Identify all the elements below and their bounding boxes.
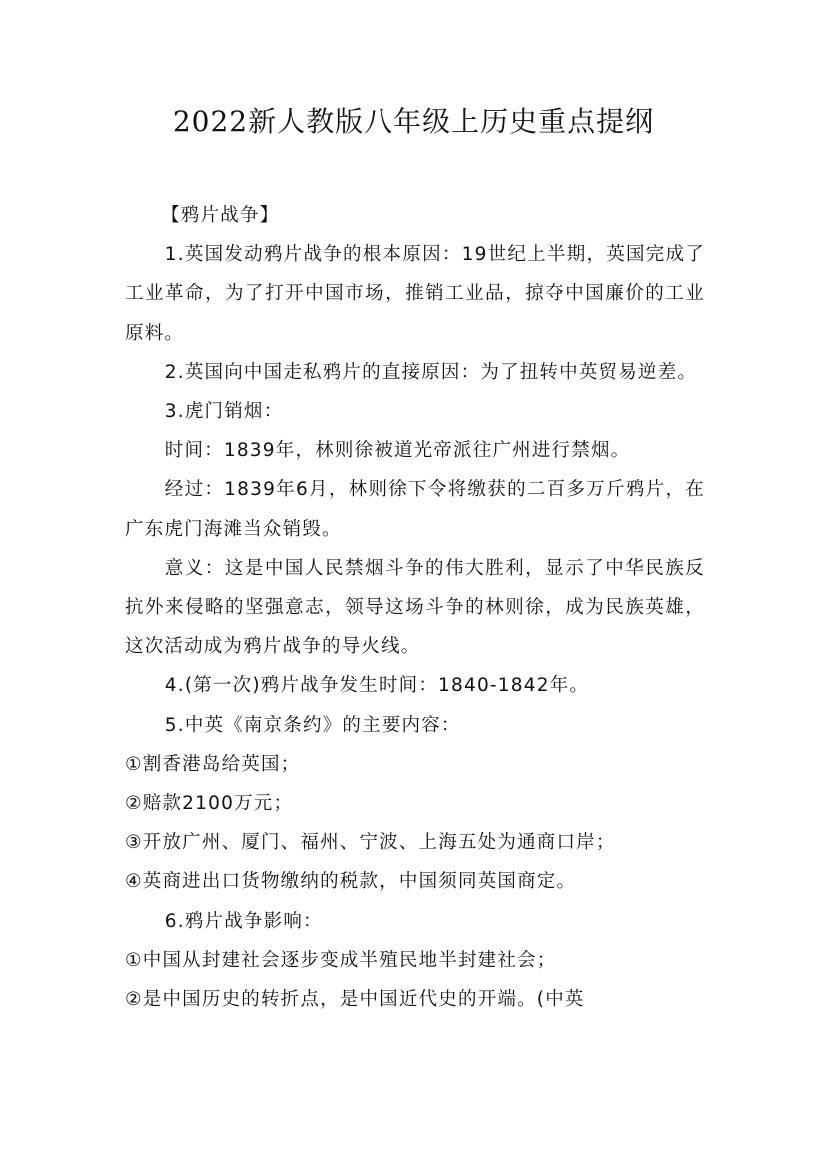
paragraph-direct-cause: 2.英国向中国走私鸦片的直接原因：为了扭转中英贸易逆差。 — [164, 361, 698, 383]
list-item: ①中国从封建社会逐步变成半殖民地半封建社会； — [125, 949, 557, 971]
paragraph-humen-time: 时间：1839年，林则徐被道光帝派往广州进行禁烟。 — [164, 440, 631, 462]
list-item: ②赔款2100万元； — [125, 793, 294, 815]
list-item: ②是中国历史的转折点，是中国近代史的开端。(中英 — [125, 989, 585, 1011]
paragraph-humen-significance: 意义：这是中国人民禁烟斗争的伟大胜利，显示了中华民族反抗外来侵略的坚强意志，领导这场斗争的林则徐，成为民族英雄，这次活动成为鸦片战争的导火线。 — [125, 557, 705, 658]
list-item: ④英商进出口货物缴纳的税款，中国须同英国商定。 — [125, 871, 577, 893]
document-title: 2022新人教版八年级上历史重点提纲 — [172, 105, 655, 138]
list-item: ③开放广州、厦门、福州、宁波、上海五处为通商口岸； — [125, 832, 616, 854]
paragraph-humen-heading: 3.虎门销烟： — [164, 401, 284, 423]
paragraph-humen-process: 经过：1839年6月，林则徐下令将缴获的二百多万斤鸦片，在广东虎门海滩当众销毁。 — [125, 479, 705, 540]
paragraph-war-time: 4.(第一次)鸦片战争发生时间：1840-1842年。 — [164, 675, 590, 697]
section-heading: 【鸦片战争】 — [161, 205, 280, 226]
list-item: ①割香港岛给英国； — [125, 753, 301, 775]
paragraph-impact-heading: 6.鸦片战争影响： — [164, 910, 323, 932]
document-body — [125, 196, 705, 1019]
paragraph-root-cause: 1.英国发动鸦片战争的根本原因：19世纪上半期，英国完成了工业革命，为了打开中国市场，推销工业品，掠夺中国廉价的工业原料。 — [125, 244, 705, 344]
paragraph-treaty-heading: 5.中英《南京条约》的主要内容： — [164, 714, 461, 736]
